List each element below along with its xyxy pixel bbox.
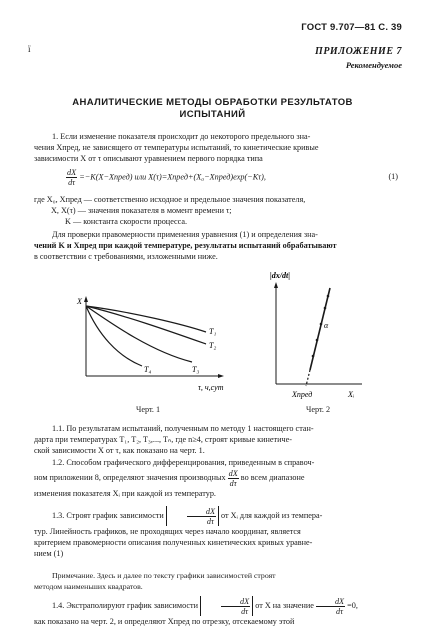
p12-line-3: изменения показателя Xᵢ при каждой из температур. [34, 489, 216, 498]
fig1-curve-t2 [86, 306, 206, 344]
p13-line-1b: от Xᵢ для каждой из темпера- [221, 511, 323, 520]
defs-line-3: K — константа скорости процесса. [65, 217, 188, 226]
p13-line-1 [34, 506, 402, 526]
p14-deriv2-num: dX [316, 597, 345, 607]
margin-mark: ї [28, 44, 31, 54]
fig1-y-label: X [77, 297, 82, 306]
p1-line-3: зависимости X от τ описывают уравнением первого порядка типа [34, 154, 263, 163]
p11-line-1: 1.1. По результатам испытаний, полученным по методу 1 настоящего стан- [52, 424, 314, 433]
fig1-label-t2: T₂ [209, 341, 217, 350]
p13-deriv-den: dτ [206, 516, 214, 526]
p13-line-2: тур. Линейность графиков, не проходящих через начало координат, является [34, 527, 301, 537]
fig1-x-label: τ, ч,сут [198, 383, 224, 392]
note-line-2: методом наименьших квадратов. [34, 582, 143, 591]
eq1-number: (1) [388, 172, 398, 181]
eq1-rhs: =−K(X−Xпред) или X(τ)=Xпред+(X₀−Xпред)exp(−Kτ), [79, 172, 266, 182]
p14-line-1a: 1.4. Экстраполируют график зависимости [52, 601, 198, 610]
p13-deriv-num: dX [187, 507, 216, 517]
p12-deriv-num: dX [228, 468, 238, 478]
p12-line-2 [34, 468, 402, 488]
fig2-y-arrow [274, 282, 278, 288]
p2-line-2: чений K и Xпред при каждой температуре, результаты испытаний обрабатывают [34, 241, 337, 250]
p1-line-2: чения Xпред, не зависящего от температуры испытаний, то кинетические кривые [34, 143, 319, 152]
p13-abs-derivative [166, 506, 219, 526]
definitions [34, 194, 402, 227]
fig1-label-t1: T₁ [209, 327, 217, 336]
paragraph-1 [34, 131, 402, 164]
title-line-1: АНАЛИТИЧЕСКИЕ МЕТОДЫ ОБРАБОТКИ РЕЗУЛЬТАТОВ [72, 97, 353, 108]
p14-line-2: как показано на черт. 2, и определяют Xпред по отрезку, отсекаемому этой [34, 617, 295, 627]
p13-line-1a: 1.3. Строят график зависимости [52, 511, 164, 520]
paragraph-1-4 [34, 596, 402, 627]
equation-1 [34, 168, 402, 187]
eq1-fraction [66, 168, 77, 187]
fig1-label-t4: T₄ [144, 365, 152, 374]
appendix-label: ПРИЛОЖЕНИЕ 7 [315, 46, 402, 57]
appendix-status: Рекомендуемое [345, 60, 402, 70]
fig1-caption: Черт. 1 [136, 405, 161, 414]
p14-deriv-num: dX [221, 597, 250, 607]
p12-line-1: 1.2. Способом графического дифференцирования, приведенным в справоч- [52, 458, 315, 467]
fig2-angle-label: α [324, 321, 329, 330]
fig2-point [312, 355, 315, 358]
fig2-y-label: |dx/dt| [270, 271, 290, 280]
eq1-numerator: dX [67, 168, 77, 177]
title-line-2: ИСПЫТАНИЙ [179, 109, 246, 120]
fig1-curve-t4 [86, 306, 142, 366]
fig2-point [320, 323, 323, 326]
figure-1 [72, 292, 242, 400]
p12-line-2b: во всем диапазоне [240, 473, 305, 482]
p2-line-3: в соответствии с требованиями, изложенными ниже. [34, 252, 218, 261]
paragraph-2 [34, 229, 402, 262]
eq1-denominator: dτ [68, 178, 76, 187]
fig2-x-label-right: Xᵢ [348, 390, 355, 399]
p11-line-3: ской зависимости X от τ, как показано на черт. 1. [34, 446, 205, 455]
fig2-x-label-left: Xпред [292, 390, 313, 399]
fig2-caption: Черт. 2 [306, 405, 331, 414]
fig1-x-arrow [218, 374, 224, 378]
p14-line-1b: от X на значение [255, 601, 314, 610]
p14-derivative [316, 597, 345, 616]
fig2-point [324, 307, 327, 310]
figure-2 [262, 266, 374, 402]
p13-line-4: нием (1) [34, 549, 64, 559]
p13-line-3: критерием правомерности описания полученных кинетических кривых уравне- [34, 538, 313, 548]
p12-line-2a: ном приложении 8, определяют значения производных [34, 473, 226, 482]
p12-derivative [228, 469, 239, 488]
p2-line-1: Для проверки правомерности применения уравнения (1) и определения зна- [52, 230, 318, 239]
fig1-label-t3: T₃ [192, 365, 200, 374]
fig2-point [316, 339, 319, 342]
p14-line-1 [34, 596, 402, 616]
gost-header: ГОСТ 9.707—81 С. 39 [301, 22, 402, 33]
p14-deriv-den: dτ [241, 606, 249, 616]
note-line-1: Примечание. Здесь и далее по тексту графики зависимостей строят [52, 571, 276, 580]
p14-deriv2-den: dτ [335, 606, 344, 616]
paragraph-1-2 [34, 457, 402, 499]
note [34, 570, 402, 592]
p1-line-1: 1. Если изменение показателя происходит до некоторого предельного зна- [52, 132, 311, 141]
defs-line-1: где X₀, Xпред — соответственно исходное и предельное значения показателя, [34, 195, 306, 204]
paragraph-1-1 [34, 423, 402, 456]
defs-line-2: X, X(τ) — значения показателя в момент времени τ; [51, 206, 232, 215]
fig1-y-arrow [84, 296, 88, 302]
fig2-point [327, 295, 330, 298]
p14-abs-derivative [200, 596, 253, 616]
p12-deriv-den: dτ [229, 478, 237, 488]
fig1-curve-t1 [86, 306, 206, 332]
p14-line-1c: =0, [347, 601, 358, 610]
p11-line-2: дарта при температурах T₁, T₂, T₃,..., Tₙ, где n≥4, строят кривые кинетиче- [34, 435, 292, 444]
paragraph-1-3 [34, 506, 402, 559]
section-title [40, 97, 385, 121]
